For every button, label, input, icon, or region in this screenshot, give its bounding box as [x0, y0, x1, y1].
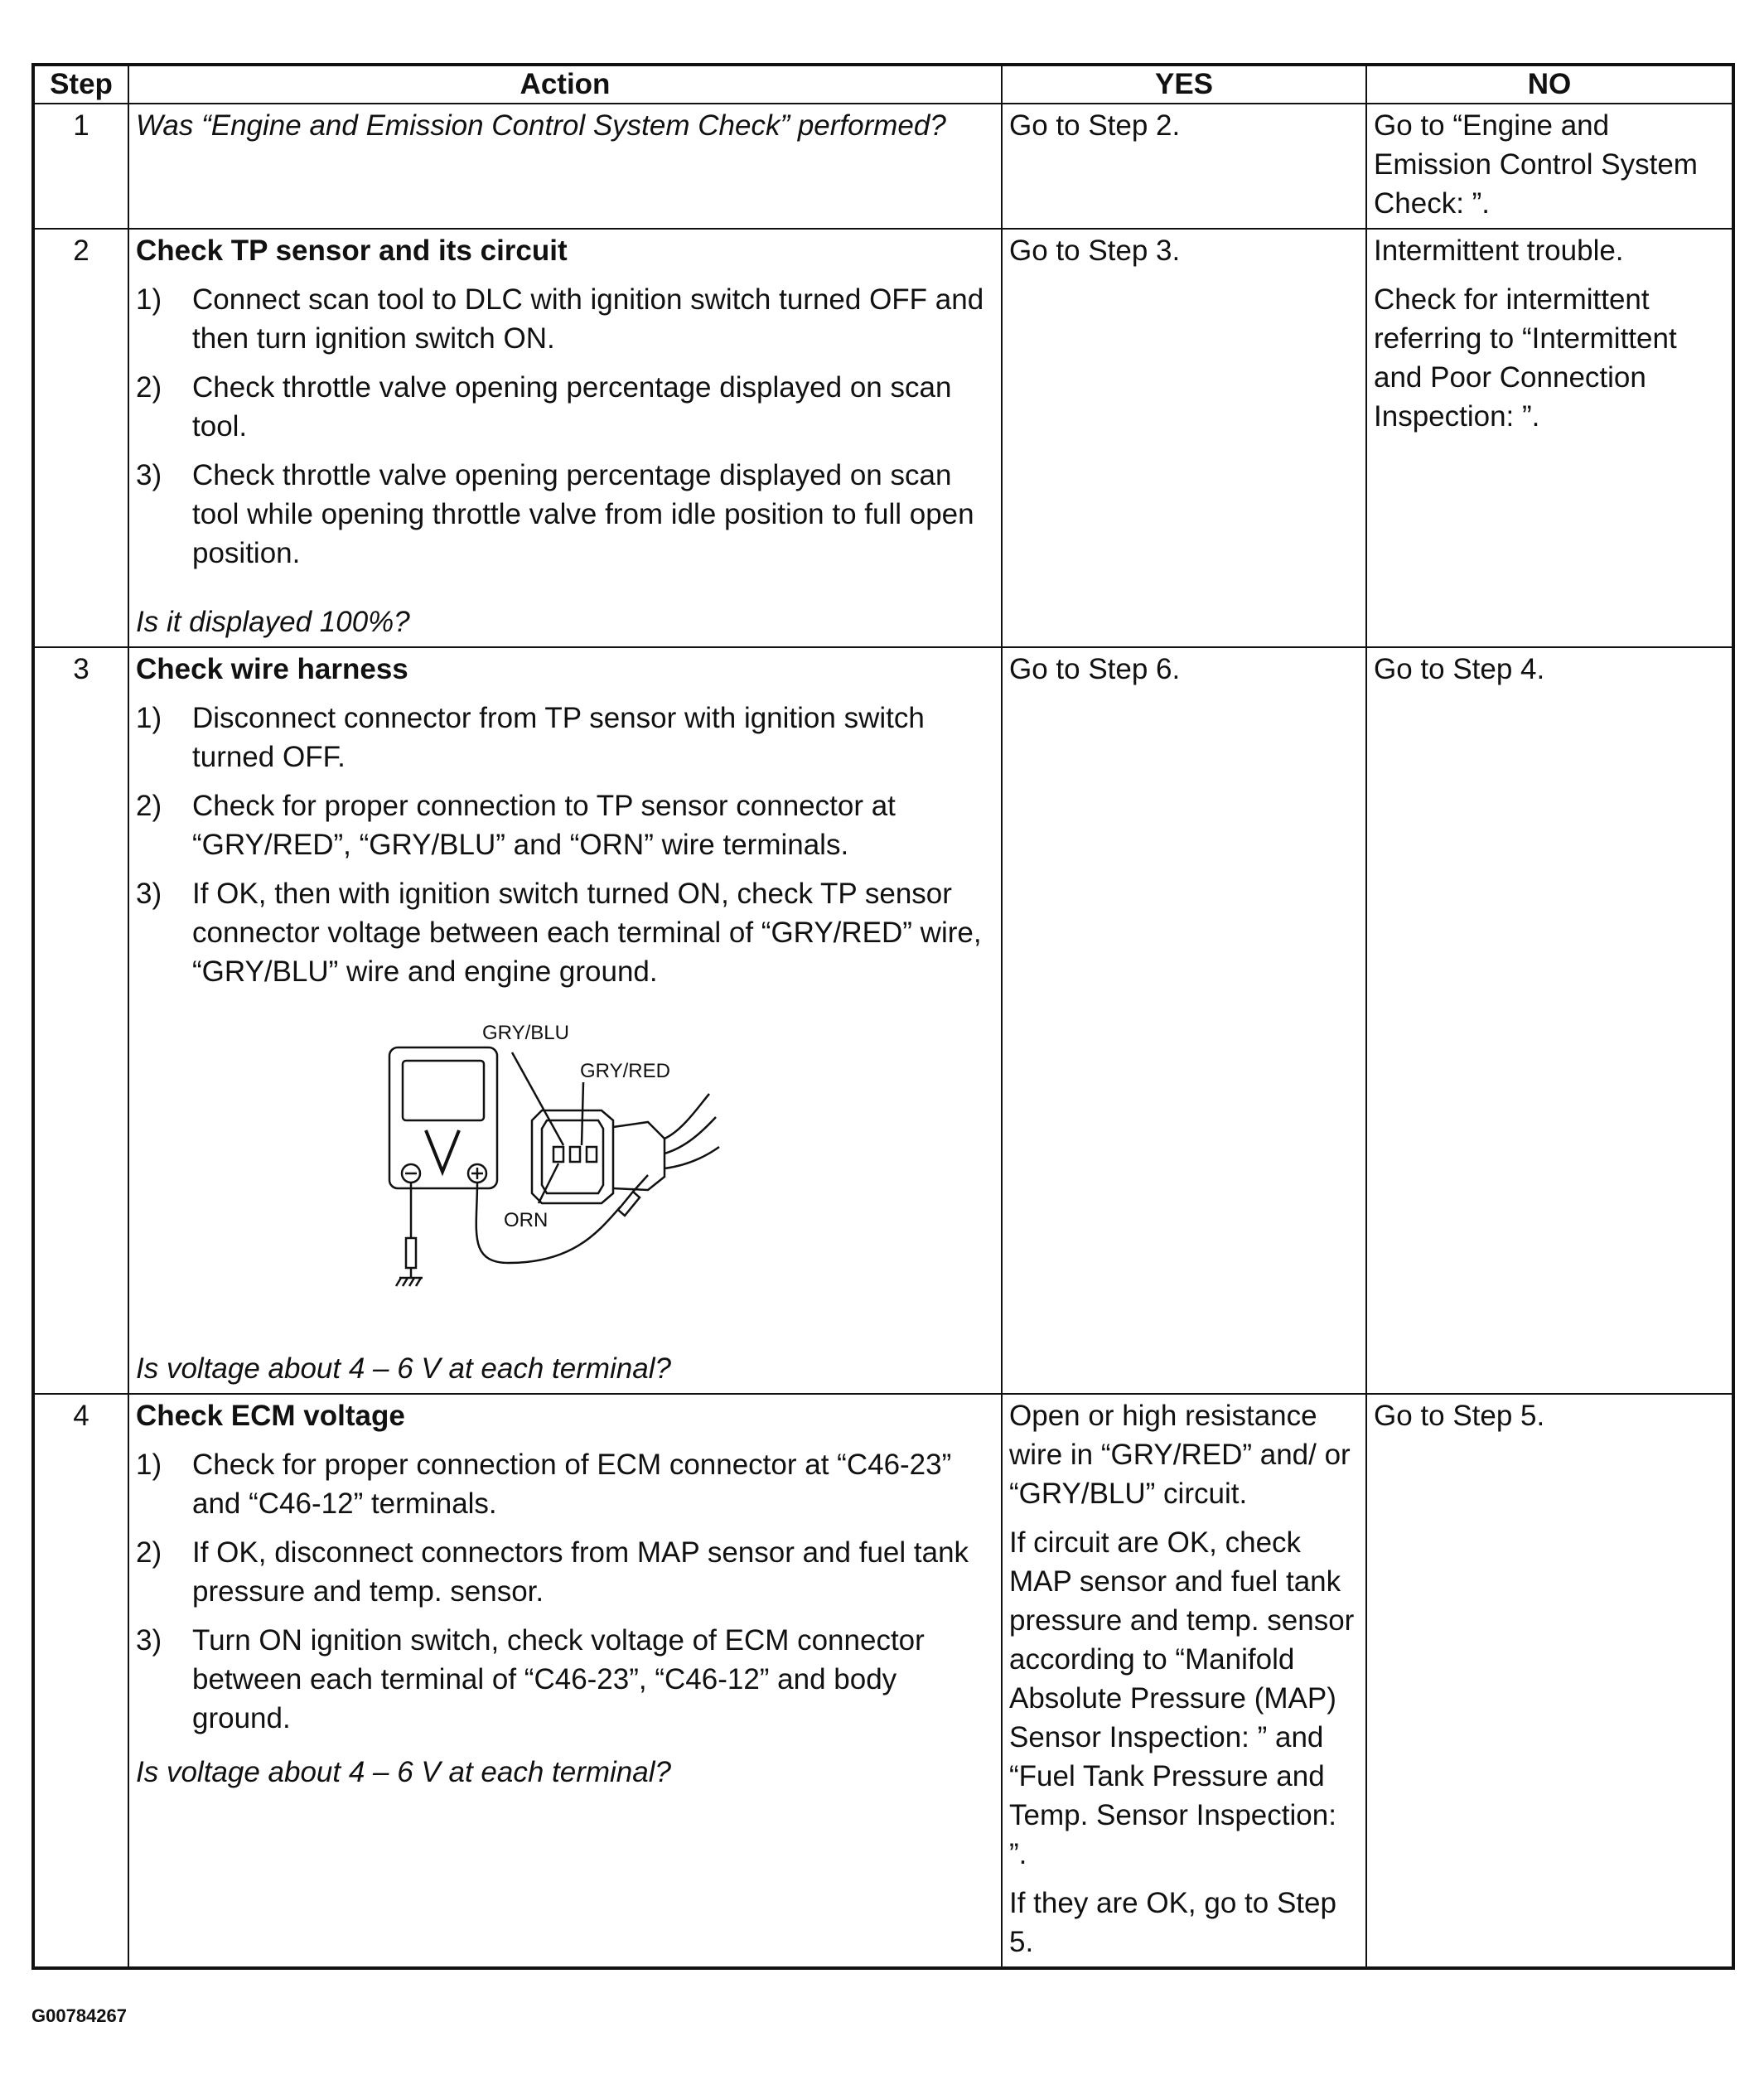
diagnostic-table: [31, 63, 1735, 1970]
procedure-item: 1) Check for proper connection of ECM connector at “C46-23” and “C46-12” terminals.: [136, 1449, 952, 1520]
procedure-item: 2) If OK, disconnect connectors from MAP sensor and fuel tank pressure and temp. sensor.: [136, 1536, 969, 1608]
no-text: Intermittent trouble.: [1374, 235, 1624, 267]
header-row: [33, 65, 1733, 104]
yes-text: If circuit are OK, check MAP sensor and fuel tank pressure and temp. sensor according to “Manifold Absolute Pressure (MAP) Sensor Inspection: ” and “Fuel Tank Pressure and Temp. Sensor Inspection: ”.: [1009, 1526, 1355, 1870]
step-number: 1: [33, 104, 128, 229]
question-text: Is it displayed 100%?: [136, 606, 410, 638]
procedure-list: [136, 280, 994, 573]
action-cell: [128, 229, 1002, 647]
action-cell: [128, 104, 1002, 229]
procedure-item: 1) Disconnect connector from TP sensor with ignition switch turned OFF.: [136, 702, 925, 773]
orn-label: ORN: [504, 1209, 549, 1231]
step-title: Check ECM voltage: [136, 1400, 405, 1432]
image-code: G00784267: [31, 2005, 127, 2026]
yes-cell: [1002, 104, 1366, 229]
step-number: 3: [33, 647, 128, 1394]
question-text: Was “Engine and Emission Control System Check” performed?: [136, 109, 946, 142]
step-title: Check TP sensor and its circuit: [136, 235, 568, 267]
volt-symbol: [426, 1130, 459, 1172]
ground-probe: [406, 1238, 416, 1268]
header-yes: YES: [1002, 65, 1366, 104]
no-cell: [1366, 1394, 1733, 1968]
yes-text: Open or high resistance wire in “GRY/RED” and/ or “GRY/BLU” circuit.: [1009, 1400, 1351, 1510]
step-title: Check wire harness: [136, 653, 408, 685]
procedure-item: 3) Check throttle valve opening percentage displayed on scan tool while opening throttle valve from idle position to full open position.: [136, 459, 974, 569]
voltmeter-display: [403, 1061, 484, 1120]
yes-cell: [1002, 229, 1366, 647]
step-number: 2: [33, 229, 128, 647]
header-no: NO: [1366, 65, 1733, 104]
question-text: Is voltage about 4 – 6 V at each terminal?: [136, 1352, 671, 1385]
positive-lead: [476, 1183, 621, 1263]
no-text: Check for intermittent referring to “Intermittent and Poor Connection Inspection: ”.: [1374, 283, 1677, 433]
voltmeter-connector-figure: [384, 1014, 815, 1321]
step-number: 4: [33, 1394, 128, 1968]
procedure-list: [136, 699, 994, 991]
procedure-item: 3) Turn ON ignition switch, check voltage of ECM connector between each terminal of “C46-23”, “C46-12” and body ground.: [136, 1624, 925, 1734]
procedure-item: 2) Check for proper connection to TP sensor connector at “GRY/RED”, “GRY/BLU” and “ORN” wire terminals.: [136, 790, 896, 861]
gry-blu-label: GRY/BLU: [482, 1022, 569, 1044]
gry-red-label: GRY/RED: [580, 1060, 670, 1082]
yes-text: Go to Step 3.: [1009, 235, 1181, 267]
no-cell: [1366, 647, 1733, 1394]
connector-housing: [613, 1122, 665, 1190]
step-row-4: [33, 1394, 1733, 1968]
no-text: Go to Step 5.: [1374, 1400, 1545, 1432]
step-row-3: [33, 647, 1733, 1394]
no-cell: [1366, 229, 1733, 647]
diagnostic-table-sheet: [31, 63, 1732, 1970]
procedure-item: 2) Check throttle valve opening percentage displayed on scan tool.: [136, 371, 952, 443]
procedure-list: [136, 1445, 994, 1738]
yes-text: If they are OK, go to Step 5.: [1009, 1887, 1336, 1958]
procedure-item: 1) Connect scan tool to DLC with ignition switch turned OFF and then turn ignition switch ON.: [136, 283, 984, 355]
question-text: Is voltage about 4 – 6 V at each terminal?: [136, 1756, 671, 1788]
action-cell: [128, 1394, 1002, 1968]
yes-cell: [1002, 1394, 1366, 1968]
no-cell: [1366, 104, 1733, 229]
yes-text: Go to Step 6.: [1009, 653, 1181, 685]
action-cell: [128, 647, 1002, 1394]
no-text: Go to Step 4.: [1374, 653, 1545, 685]
no-text: Go to “Engine and Emission Control System Check: ”.: [1374, 109, 1698, 220]
step-row-1: [33, 104, 1733, 229]
header-action: Action: [128, 65, 1002, 104]
procedure-item: 3) If OK, then with ignition switch turned ON, check TP sensor connector voltage between each terminal of “GRY/RED” wire, “GRY/BLU” wire and engine ground.: [136, 878, 982, 988]
gry-blu-leader: [512, 1052, 563, 1145]
header-step: Step: [33, 65, 128, 104]
gry-red-leader: [582, 1082, 583, 1145]
harness-wire: [665, 1094, 709, 1139]
yes-text: Go to Step 2.: [1009, 109, 1181, 142]
yes-cell: [1002, 647, 1366, 1394]
step-row-2: [33, 229, 1733, 647]
probe-tip: [618, 1192, 640, 1216]
